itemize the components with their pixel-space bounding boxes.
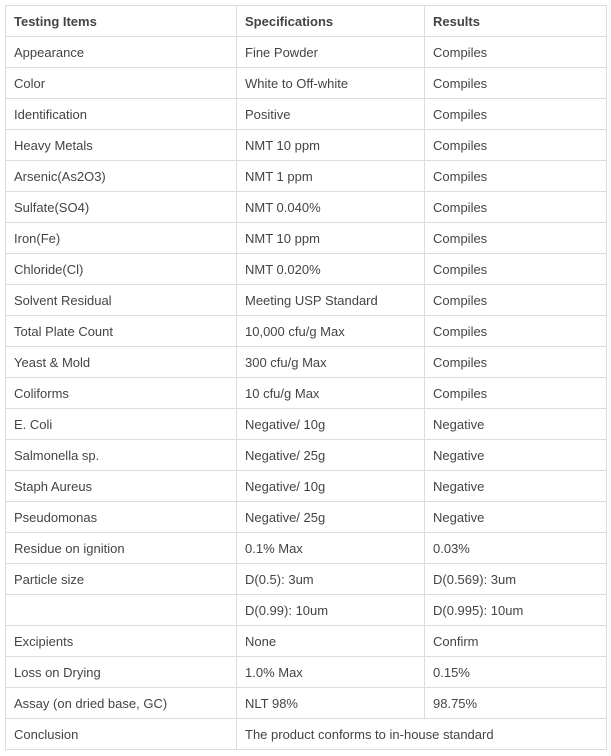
result-cell: Compiles	[425, 254, 607, 285]
result-cell: 0.15%	[425, 657, 607, 688]
result-cell: D(0.995): 10um	[425, 595, 607, 626]
specification-cell: 10,000 cfu/g Max	[237, 316, 425, 347]
specification-cell: Fine Powder	[237, 37, 425, 68]
testing-item-cell: E. Coli	[6, 409, 237, 440]
result-cell: Negative	[425, 471, 607, 502]
result-cell: Compiles	[425, 378, 607, 409]
table-row	[6, 285, 607, 316]
table-row	[6, 223, 607, 254]
testing-item-cell: Excipients	[6, 626, 237, 657]
specification-cell: 10 cfu/g Max	[237, 378, 425, 409]
testing-item-cell	[6, 595, 237, 626]
testing-item-cell: Total Plate Count	[6, 316, 237, 347]
testing-item-cell: Color	[6, 68, 237, 99]
specification-cell: 0.1% Max	[237, 533, 425, 564]
table-row	[6, 316, 607, 347]
header-results: Results	[425, 6, 607, 37]
result-cell: D(0.569): 3um	[425, 564, 607, 595]
result-cell: Negative	[425, 502, 607, 533]
table-row	[6, 657, 607, 688]
testing-item-cell: Arsenic(As2O3)	[6, 161, 237, 192]
result-cell: Compiles	[425, 68, 607, 99]
testing-item-cell: Iron(Fe)	[6, 223, 237, 254]
testing-item-cell: Staph Aureus	[6, 471, 237, 502]
result-cell: Confirm	[425, 626, 607, 657]
table-row	[6, 192, 607, 223]
specification-cell: Negative/ 25g	[237, 502, 425, 533]
table-row	[6, 409, 607, 440]
testing-item-cell: Residue on ignition	[6, 533, 237, 564]
table-row	[6, 502, 607, 533]
table-row	[6, 130, 607, 161]
specification-cell: Negative/ 25g	[237, 440, 425, 471]
table-row	[6, 99, 607, 130]
result-cell: Compiles	[425, 223, 607, 254]
table-row	[6, 688, 607, 719]
specification-cell: White to Off-white	[237, 68, 425, 99]
specification-cell: 1.0% Max	[237, 657, 425, 688]
table-row	[6, 347, 607, 378]
result-cell: Compiles	[425, 285, 607, 316]
result-cell: Compiles	[425, 37, 607, 68]
table-row	[6, 471, 607, 502]
testing-item-cell: Assay (on dried base, GC)	[6, 688, 237, 719]
specification-cell: Positive	[237, 99, 425, 130]
testing-item-cell: Pseudomonas	[6, 502, 237, 533]
specification-cell: None	[237, 626, 425, 657]
table-row	[6, 68, 607, 99]
table-row	[6, 378, 607, 409]
specification-cell: NMT 0.040%	[237, 192, 425, 223]
header-specifications: Specifications	[237, 6, 425, 37]
result-cell: Compiles	[425, 316, 607, 347]
table-body	[6, 37, 607, 750]
table-row	[6, 533, 607, 564]
table-row	[6, 254, 607, 285]
specification-cell: Negative/ 10g	[237, 471, 425, 502]
result-cell: Compiles	[425, 192, 607, 223]
table-header-row	[6, 6, 607, 37]
result-cell: 98.75%	[425, 688, 607, 719]
testing-item-cell: Identification	[6, 99, 237, 130]
result-cell: Compiles	[425, 99, 607, 130]
testing-item-cell: Loss on Drying	[6, 657, 237, 688]
testing-item-cell: Appearance	[6, 37, 237, 68]
specification-cell: NMT 0.020%	[237, 254, 425, 285]
result-cell: Compiles	[425, 130, 607, 161]
testing-item-cell: Heavy Metals	[6, 130, 237, 161]
table-row-conclusion	[6, 719, 607, 750]
table-row	[6, 564, 607, 595]
table-row	[6, 161, 607, 192]
result-cell: Compiles	[425, 347, 607, 378]
testing-item-cell: Sulfate(SO4)	[6, 192, 237, 223]
specification-cell: 300 cfu/g Max	[237, 347, 425, 378]
header-testing-items: Testing Items	[6, 6, 237, 37]
testing-item-cell: Chloride(Cl)	[6, 254, 237, 285]
table-row	[6, 440, 607, 471]
specification-cell: Negative/ 10g	[237, 409, 425, 440]
specification-cell: D(0.99): 10um	[237, 595, 425, 626]
testing-item-cell: Yeast & Mold	[6, 347, 237, 378]
testing-item-cell: Coliforms	[6, 378, 237, 409]
table-row	[6, 595, 607, 626]
result-cell: Negative	[425, 409, 607, 440]
result-cell: Negative	[425, 440, 607, 471]
specification-cell: NMT 10 ppm	[237, 130, 425, 161]
specification-cell: NLT 98%	[237, 688, 425, 719]
result-cell: Compiles	[425, 161, 607, 192]
testing-item-cell: Solvent Residual	[6, 285, 237, 316]
table-row	[6, 37, 607, 68]
specification-table	[5, 5, 607, 750]
testing-item-cell: Salmonella sp.	[6, 440, 237, 471]
testing-item-cell: Particle size	[6, 564, 237, 595]
specification-cell: Meeting USP Standard	[237, 285, 425, 316]
result-cell: 0.03%	[425, 533, 607, 564]
specification-cell: NMT 1 ppm	[237, 161, 425, 192]
conclusion-text: The product conforms to in-house standard	[237, 719, 607, 750]
conclusion-label: Conclusion	[6, 719, 237, 750]
specification-cell: D(0.5): 3um	[237, 564, 425, 595]
specification-cell: NMT 10 ppm	[237, 223, 425, 254]
table-row	[6, 626, 607, 657]
